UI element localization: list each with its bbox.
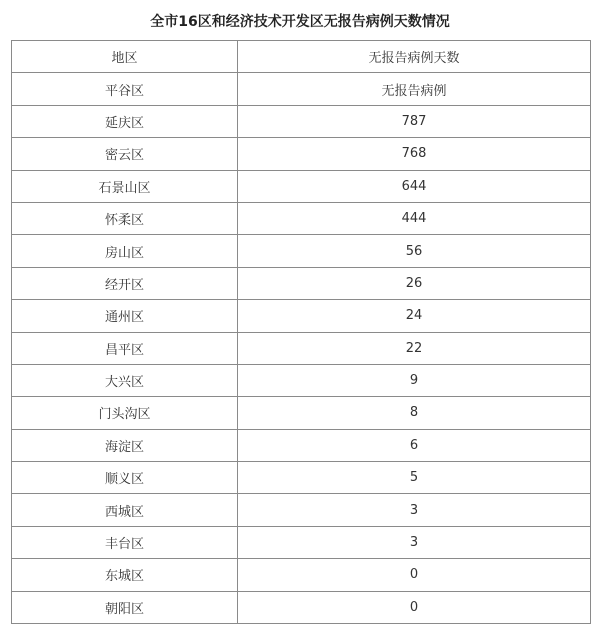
days-cell: 无报告病例 [238, 73, 591, 105]
district-cell: 怀柔区 [12, 202, 238, 234]
district-cell: 丰台区 [12, 526, 238, 558]
table-row [12, 591, 591, 623]
days-cell: 644 [238, 170, 591, 202]
table-row [12, 267, 591, 299]
days-cell: 0 [238, 591, 591, 623]
table-row [12, 300, 591, 332]
district-cell: 顺义区 [12, 462, 238, 494]
district-cell: 东城区 [12, 559, 238, 591]
district-cell: 房山区 [12, 235, 238, 267]
days-cell: 0 [238, 559, 591, 591]
table-row [12, 105, 591, 137]
district-cell: 经开区 [12, 267, 238, 299]
table-row [12, 429, 591, 461]
table-row [12, 138, 591, 170]
days-cell: 787 [238, 105, 591, 137]
days-cell: 768 [238, 138, 591, 170]
table-row [12, 559, 591, 591]
days-cell: 9 [238, 364, 591, 396]
days-cell: 26 [238, 267, 591, 299]
district-days-table [11, 40, 591, 624]
table-title: 全市16区和经济技术开发区无报告病例天数情况 [150, 14, 450, 30]
table-row [12, 462, 591, 494]
days-cell: 8 [238, 397, 591, 429]
district-cell: 密云区 [12, 138, 238, 170]
table-header-row [12, 41, 591, 73]
district-cell: 昌平区 [12, 332, 238, 364]
table-row [12, 202, 591, 234]
table-row [12, 332, 591, 364]
days-cell: 22 [238, 332, 591, 364]
district-cell: 平谷区 [12, 73, 238, 105]
table-row [12, 494, 591, 526]
days-cell: 3 [238, 526, 591, 558]
district-cell: 延庆区 [12, 105, 238, 137]
days-cell: 5 [238, 462, 591, 494]
table-row [12, 397, 591, 429]
district-cell: 大兴区 [12, 364, 238, 396]
table-row [12, 170, 591, 202]
table-row [12, 364, 591, 396]
header-district: 地区 [12, 41, 238, 73]
table-row [12, 73, 591, 105]
days-cell: 6 [238, 429, 591, 461]
district-cell: 西城区 [12, 494, 238, 526]
district-cell: 通州区 [12, 300, 238, 332]
days-cell: 56 [238, 235, 591, 267]
days-cell: 3 [238, 494, 591, 526]
table-row [12, 235, 591, 267]
table-row [12, 526, 591, 558]
days-cell: 444 [238, 202, 591, 234]
district-cell: 朝阳区 [12, 591, 238, 623]
district-cell: 海淀区 [12, 429, 238, 461]
district-cell: 门头沟区 [12, 397, 238, 429]
days-cell: 24 [238, 300, 591, 332]
header-days: 无报告病例天数 [238, 41, 591, 73]
district-cell: 石景山区 [12, 170, 238, 202]
